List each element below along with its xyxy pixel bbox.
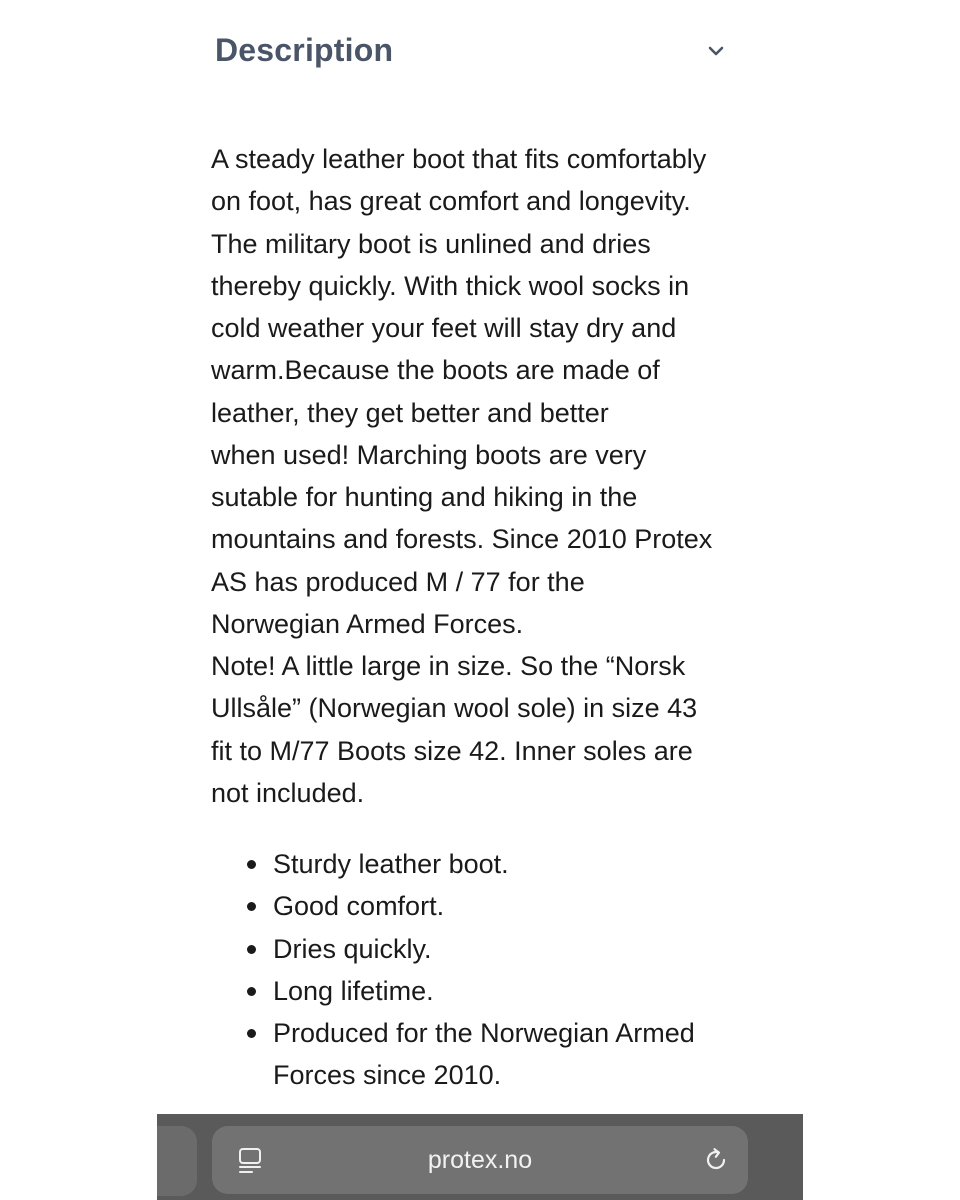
description-line: sutable for hunting and hiking in the bbox=[211, 482, 638, 512]
description-line: The military boot is unlined and dries bbox=[211, 228, 651, 259]
list-item-text: Good comfort. bbox=[273, 891, 445, 922]
list-item-text: Long lifetime. bbox=[273, 975, 434, 1006]
description-line: Norwegian Armed Forces. bbox=[211, 608, 524, 639]
list-item bbox=[211, 1012, 751, 1097]
list-item bbox=[211, 843, 751, 885]
address-url: protex.no bbox=[427, 1146, 533, 1174]
chevron-down-icon[interactable] bbox=[705, 40, 727, 62]
description-line: Ullsåle” (Norwegian wool sole) in size 43 bbox=[211, 693, 698, 724]
browser-bottom-bar bbox=[157, 1114, 803, 1200]
description-line: AS has produced M / 77 for the bbox=[211, 566, 585, 597]
description-accordion-header[interactable] bbox=[215, 28, 735, 78]
list-item-text: Produced for the Norwegian Armed bbox=[273, 1018, 695, 1048]
bullet-dot-icon bbox=[247, 1029, 256, 1038]
description-line: A steady leather boot that fits comfortably bbox=[211, 144, 707, 174]
address-bar[interactable] bbox=[212, 1126, 748, 1194]
list-item bbox=[211, 885, 751, 927]
bullet-dot-icon bbox=[247, 902, 256, 911]
description-line: mountains and forests. Since 2010 Protex bbox=[211, 524, 713, 555]
bullet-dot-icon bbox=[247, 945, 256, 954]
description-line: leather, they get better and better bbox=[211, 397, 609, 428]
description-paragraph bbox=[211, 138, 751, 814]
list-item bbox=[211, 928, 751, 970]
description-line: not included. bbox=[211, 777, 365, 808]
bullet-dot-icon bbox=[247, 860, 256, 869]
reload-icon[interactable] bbox=[702, 1146, 730, 1174]
description-line: on foot, has great comfort and longevity. bbox=[211, 186, 691, 217]
description-line: fit to M/77 Boots size 42. Inner soles are bbox=[211, 735, 693, 766]
previous-tab-preview[interactable] bbox=[157, 1126, 197, 1196]
list-item-text: Sturdy leather boot. bbox=[273, 849, 509, 879]
description-line: when used! Marching boots are very bbox=[211, 439, 647, 470]
list-item-text: Forces since 2010. bbox=[273, 1060, 502, 1091]
description-line: cold weather your feet will stay dry and bbox=[211, 313, 677, 343]
description-text bbox=[211, 138, 751, 814]
description-line: warm.Because the boots are made of bbox=[211, 355, 660, 386]
list-item-text: Dries quickly. bbox=[273, 933, 432, 964]
description-line: thereby quickly. With thick wool socks in bbox=[211, 270, 690, 301]
description-line: Note! A little large in size. So the “Norsk bbox=[211, 651, 686, 681]
list-item bbox=[211, 970, 751, 1012]
feature-list bbox=[211, 843, 751, 1097]
bullet-dot-icon bbox=[247, 987, 256, 996]
description-title: Description bbox=[215, 32, 394, 68]
